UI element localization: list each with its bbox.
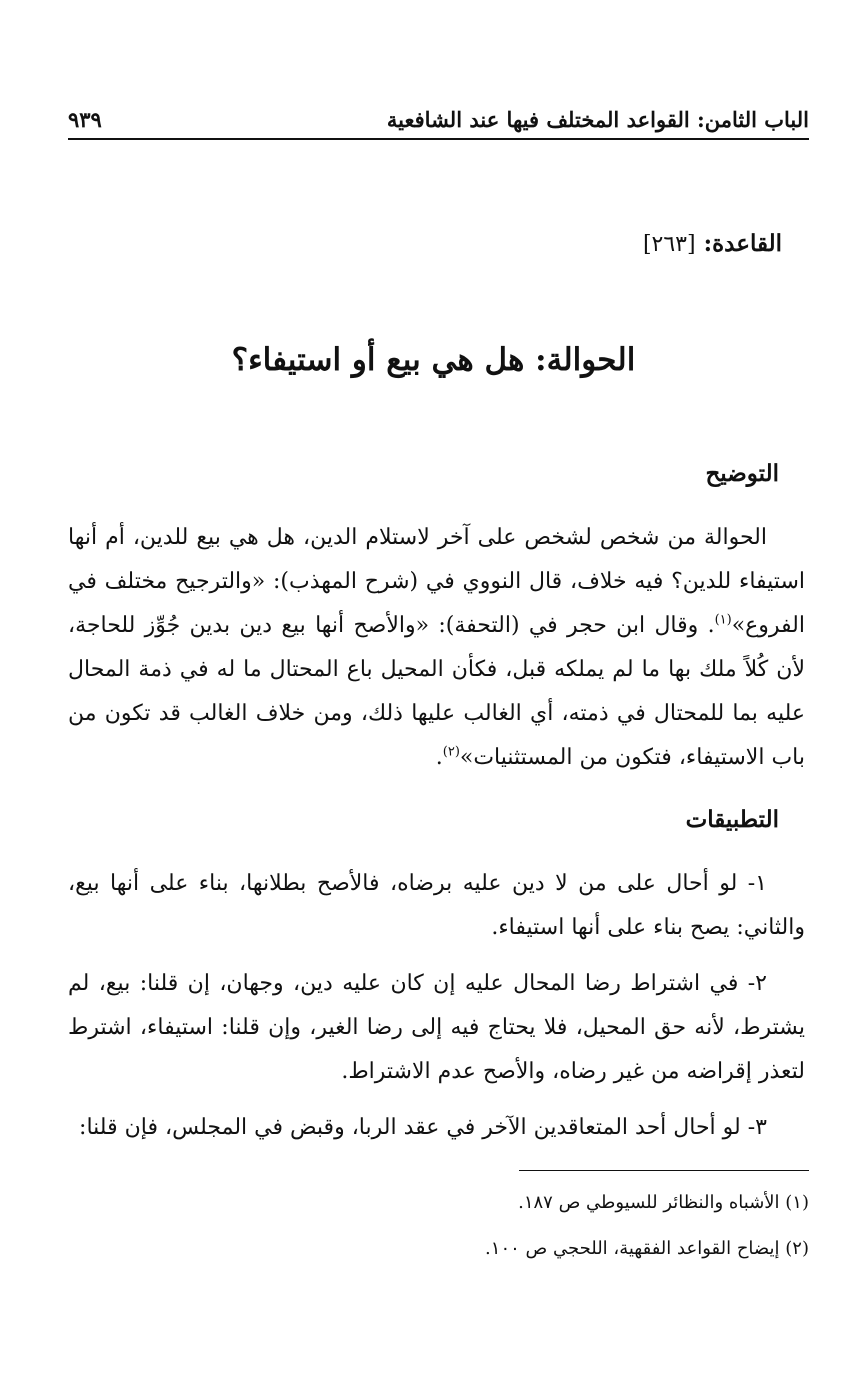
explanation-text-1: الحوالة من شخص لشخص على آخر لاستلام الدين، هل هي بيع للدين، أم أنها استيفاء للدين؟ فيه خلاف، قال النووي في (شرح المهذب): «والترجيح مختلف في الفروع» [68,525,805,638]
rule-number: [٢٦٣] [642,232,696,257]
rule-label: القاعدة: [703,230,782,257]
application-item-2: ٢- في اشتراط رضا المحال عليه إن كان عليه دين، وجهان، إن قلنا: بيع، لم يشترط، لأنه حق المحيل، فلا يحتاج فيه إلى رضا الغير، وإن قلنا: استيفاء، اشترط لتعذر إقراضه من غير رضاه، والأصح عدم الاشتراط. [68,971,805,1084]
application-item-1: ١- لو أحال على من لا دين عليه برضاه، فالأصح بطلانها، بناء على أنها بيع، والثاني: يصح بناء على أنها استيفاء. [68,871,805,940]
footnote-ref-1: (١) [714,612,732,628]
page-title: الحوالة: هل هي بيع أو استيفاء؟ [231,342,636,378]
explanation-text-2: . وقال ابن حجر في (التحفة): «والأصح أنها بيع دين بدين جُوِّز للحاجة، لأن كُلاً ملك بها ما لم يملكه قبل، فكأن المحيل باع المحتال ما له في ذمة المحال عليه بما للمحتال في ذمته، أي الغالب عليها ذلك، ومن خلاف الغالب قد تكون من باب الاستيفاء، فتكون من المستثنيات» [68,613,805,770]
footnote-2: (٢) إيضاح القواعد الفقهية، اللحجي ص ١٠٠. [485,1238,809,1259]
footnote-ref-2: (٢) [442,744,460,760]
header-divider [68,138,809,140]
running-header [68,98,809,132]
applications-heading: التطبيقات [685,806,779,833]
footnote-divider [519,1170,809,1171]
chapter-title: الباب الثامن: القواعد المختلف فيها عند الشافعية [386,107,809,132]
application-item-3: ٣- لو أحال أحد المتعاقدين الآخر في عقد الربا، وقبض في المجلس، فإن قلنا: [79,1115,767,1140]
explanation-heading: التوضيح [705,460,779,487]
rule-label-line [643,230,782,257]
explanation-paragraph [68,516,805,780]
footnote-1: (١) الأشباه والنظائر للسيوطي ص ١٨٧. [518,1192,809,1213]
explanation-text-3: . [435,745,443,770]
page-number: ٩٣٩ [68,107,102,132]
